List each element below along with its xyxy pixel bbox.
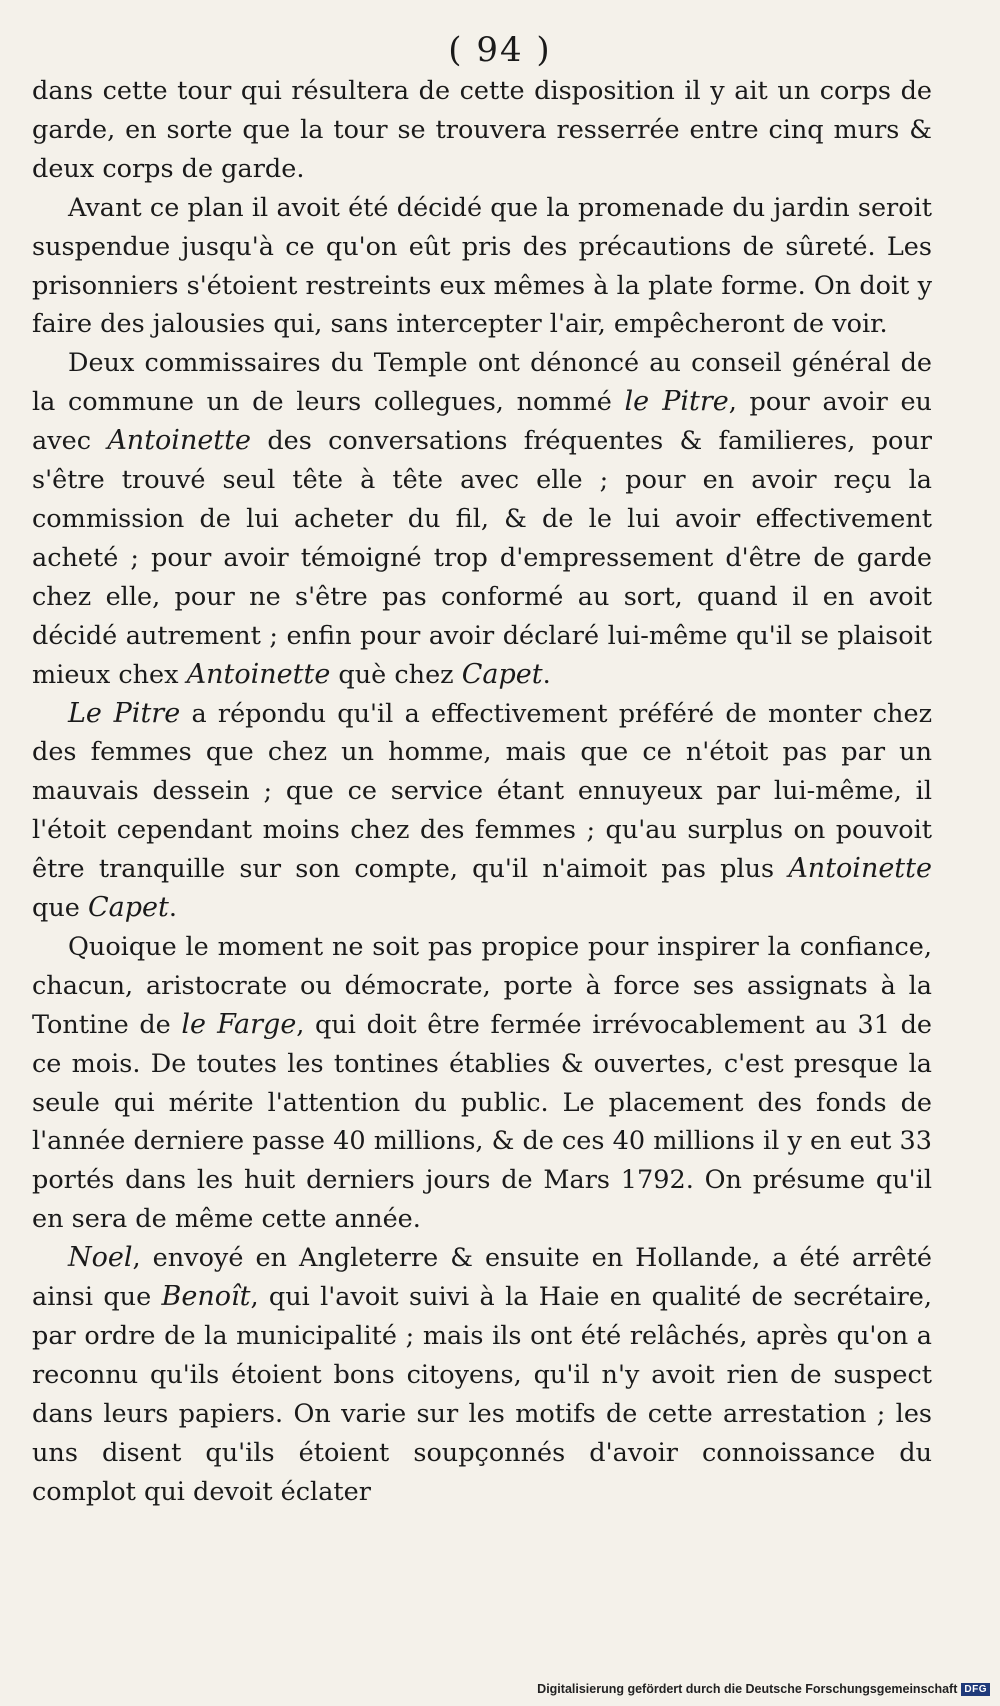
paragraph: [32, 928, 932, 1239]
paragraph: [32, 72, 932, 189]
text-run: Quoique le moment ne soit pas propice pour inspirer la confiance, chacun, aristocrate ou démocrate, porte à force ses assignats à la Tontine de: [32, 931, 932, 1040]
text-run: , qui doit être fermée irrévocablement au 31 de ce mois. De toutes les tontines établies & ouvertes, c'est presque la seule qui mérite l'attention du public. Le placement des fonds de l'année derniere passe 40 millions, & de ces 40 millions il y en eut 33 portés dans les huit derniers jours de Mars 1792. On présume qu'il en sera de même cette année.: [32, 1009, 932, 1235]
italic-name: Antoinette: [186, 658, 331, 690]
page-number: ( 94 ): [448, 30, 552, 70]
paragraph: [32, 1239, 932, 1511]
italic-name: Benoît: [161, 1281, 251, 1313]
text-run: .: [542, 659, 551, 690]
italic-name: Noel: [68, 1242, 133, 1274]
italic-name: Le Pitre: [68, 697, 181, 729]
italic-name: Antoinette: [107, 425, 251, 457]
text-run: , qui l'avoit suivi à la Haie en qualité de secrétaire, par ordre de la municipalité ; mais ils ont été relâchés, après qu'on a reconnu qu'ils étoient bons citoyens, qu'il n'y avoit rien de suspect dans leurs papiers. On varie sur les motifs de cette arrestation ; les uns disent qu'ils étoient soupçonnés d'avoir connoissance du complot qui devoit éclater: [32, 1282, 932, 1507]
text-run: des conversations fréquentes & familieres, pour s'être trouvé seul tête à tête avec elle ; pour en avoir reçu la commission de lui acheter du fil, & de le lui avoir effectivement acheté ; pour avoir témoigné trop d'empressement d'être de garde chez elle, pour ne s'être pas conformé au sort, quand il en avoit décidé autrement ; enfin pour avoir déclaré lui-même qu'il se plaisoit mieux chex: [32, 426, 932, 690]
italic-name: Antoinette: [788, 853, 932, 885]
italic-name: Capet: [461, 658, 543, 690]
paragraph: [32, 189, 932, 345]
text-run: a répondu qu'il a effectivement préféré de monter chez des femmes que chez un homme, mais que ce n'étoit pas par un mauvais dessein ; que ce service étant ennuyeux par lui-même, il l'étoit cependant moins chez des femmes ; qu'au surplus on pouvoit être tranquille sur son compte, qu'il n'aimoit pas plus: [32, 698, 933, 885]
italic-name: le Farge: [181, 1008, 297, 1040]
paragraph: [32, 695, 932, 928]
dfg-logo: DFG: [961, 1683, 990, 1696]
italic-name: Capet: [87, 892, 169, 924]
credit-text: Digitalisierung gefördert durch die Deutsche Forschungsgemeinschaft: [537, 1682, 958, 1696]
body-text: [32, 72, 932, 1512]
text-run: que: [32, 893, 88, 924]
digitization-credit: [537, 1678, 990, 1700]
text-run: dans cette tour qui résultera de cette disposition il y ait un corps de garde, en sorte que la tour se trouvera resserrée entre cinq murs & deux corps de garde.: [32, 76, 932, 184]
text-run: Deux commissaires du Temple ont dénoncé au conseil général de la commune un de leurs collegues, nommé: [32, 348, 932, 418]
text-run: què chez: [330, 659, 462, 690]
text-run: .: [168, 893, 177, 924]
text-run: , envoyé en Angleterre & ensuite en Hollande, a été arrêté ainsi que: [32, 1243, 932, 1313]
text-run: , pour avoir eu avec: [32, 387, 932, 457]
text-run: Avant ce plan il avoit été décidé que la promenade du jardin seroit suspendue jusqu'à ce qu'on eût pris des précautions de sûreté. Les prisonniers s'étoient restreints eux mêmes à la plate forme. On doit y faire des jalousies qui, sans intercepter l'air, empêcheront de voir.: [32, 192, 932, 340]
italic-name: le Pitre: [624, 386, 729, 418]
paragraph: [32, 344, 932, 694]
